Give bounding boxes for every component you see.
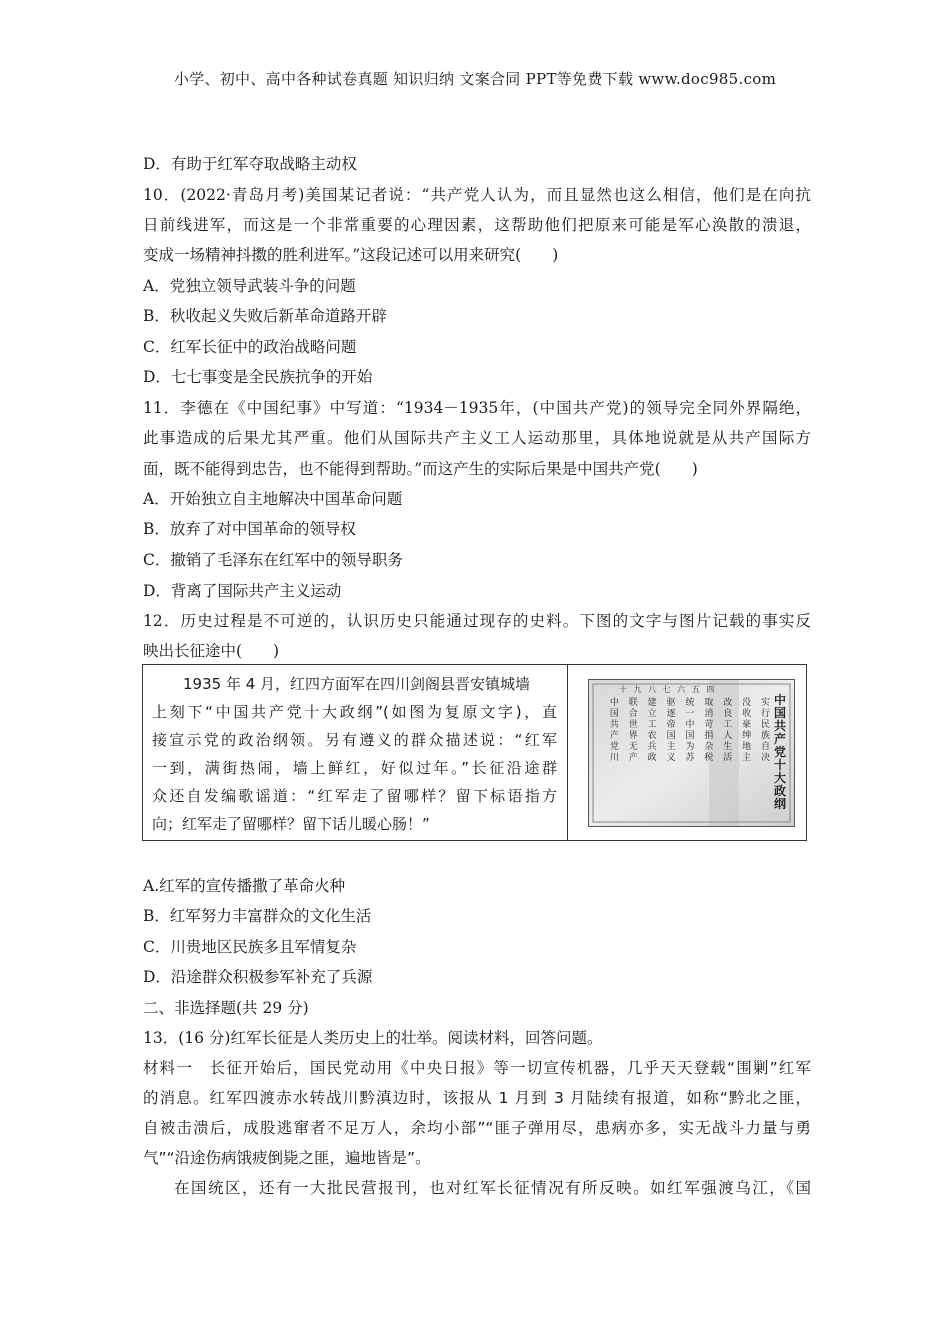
section-two-heading: 二、非选择题(共 29 分) — [143, 999, 309, 1017]
q11-option-a: A．开始独立自主地解决中国革命问题 — [143, 490, 403, 508]
box-line-4: 一到，满街热闹，墙上鲜红，好似过年。”长征沿途群 — [152, 759, 557, 777]
q10-option-d: D．七七事变是全民族抗争的开始 — [143, 368, 373, 386]
q10-option-c: C．红军长征中的政治战略问题 — [143, 338, 357, 356]
q10-stem-line-3: 变成一场精神抖擞的胜利进军。”这段记述可以用来研究( ) — [143, 246, 559, 264]
page-header: 小学、初中、高中各种试卷真题 知识归纳 文案合同 PPT等免费下载 www.doc985.com — [173, 70, 777, 88]
q12-material-text — [143, 665, 568, 840]
photo-title: 中国共产党十大政纲 — [774, 693, 787, 811]
q10-stem-line-2: 日前线进军，而这是一个非常重要的心理因素，这帮助他们把原来可能是军心涣散的溃退， — [143, 216, 811, 234]
q11-option-c: C．撤销了毛泽东在红军中的领导职务 — [143, 551, 403, 569]
photo-inscription-column: 实行民族自决 — [761, 698, 771, 763]
q10-option-b: B．秋收起义失败后新革命道路开辟 — [143, 307, 387, 325]
q12-material-table — [142, 664, 807, 841]
q13-material1-line-4: 气”“沿途伤病饿疲倒毙之匪，遍地皆是”。 — [143, 1149, 431, 1167]
photo-inscription-column: 中国共产党川 — [609, 698, 619, 763]
q13-material1-para-2: 在国统区，还有一大批民营报刊，也对红军长征情况有所反映。如红军强渡乌江，《国 — [174, 1179, 811, 1197]
box-line-1: 1935 年 4 月，红四方面军在四川剑阁县晋安镇城墙 — [183, 675, 531, 693]
q12-option-c: C．川贵地区民族多且军情复杂 — [143, 938, 357, 956]
q13-material1-line-3: 自被击溃后，成股逃窜者不足万人，余均小部”“匪子弹用尽，患病亦多，实无战斗力量与勇 — [143, 1119, 811, 1137]
photo-top-row: 十 九 八 七 六 五 四 — [619, 685, 717, 694]
box-line-6: 向；红军走了留哪样？留下话儿暖心肠！” — [152, 815, 430, 833]
q11-stem-line-1: 11．李德在《中国纪事》中写道：“1934－1935年，(中国共产党)的领导完全同外界隔绝， — [143, 399, 811, 417]
q11-stem-line-3: 面，既不能得到忠告，也不能得到帮助。”而这产生的实际后果是中国共产党( ) — [143, 460, 698, 478]
photo-inscription-column: 统一中国为苏 — [685, 698, 695, 763]
photo-inscription-column: 改良工人生活 — [723, 698, 733, 763]
photo-inscription-column: 联合世界无产 — [628, 698, 638, 763]
photo-inscription-column: 取消苛捐杂税 — [704, 698, 714, 763]
q12-stem-line-1: 12．历史过程是不可逆的，认识历史只能通过现存的史料。下图的文字与图片记载的事实反 — [143, 612, 811, 630]
photo-inscription-column: 驱逐帝国主义 — [666, 698, 676, 763]
q11-option-d: D．背离了国际共产主义运动 — [143, 582, 342, 600]
q10-stem-line-1: 10．(2022·青岛月考)美国某记者说：“共产党人认为，而且显然也这么相信，他们是在向抗 — [143, 186, 811, 204]
q11-stem-line-2: 此事造成的后果尤其严重。他们从国际共产主义工人运动那里，具体地说就是从共产国际方 — [143, 429, 811, 447]
photo-inscription-column: 没收豪绅地主 — [742, 698, 752, 763]
q12-option-d: D．沿途群众积极参军补充了兵源 — [143, 968, 373, 986]
q13-material1-line-1: 材料一 长征开始后，国民党动用《中央日报》等一切宣传机器，几乎天天登载“围剿”红军 — [143, 1059, 811, 1077]
box-line-5: 众还自发编歌谣道：“红军走了留哪样？留下标语指方 — [152, 787, 557, 805]
q12-stone-inscription-photo — [588, 679, 795, 827]
q13-stem: 13．(16 分)红军长征是人类历史上的壮举。阅读材料，回答问题。 — [143, 1029, 603, 1047]
q13-material1-line-2: 的消息。红军四渡赤水转战川黔滇边时，该报从 1 月到 3 月陆续有报道，如称“黔北之匪， — [143, 1089, 811, 1107]
q12-stem-line-2: 映出长征途中( ) — [143, 642, 280, 660]
q11-option-b: B．放弃了对中国革命的领导权 — [143, 520, 356, 538]
q12-option-a: A.红军的宣传播撒了革命火种 — [143, 877, 346, 895]
box-line-3: 接宣示党的政治纲领。另有遵义的群众描述说：“红军 — [152, 731, 557, 749]
q10-option-a: A．党独立领导武装斗争的问题 — [143, 277, 356, 295]
box-line-2: 上刻下“中国共产党十大政纲”(如图为复原文字)，直 — [152, 703, 557, 721]
photo-inscription-column: 建立工农兵政 — [647, 698, 657, 763]
q12-option-b: B．红军努力丰富群众的文化生活 — [143, 907, 372, 925]
q9-option-d: D．有助于红军夺取战略主动权 — [143, 155, 357, 173]
